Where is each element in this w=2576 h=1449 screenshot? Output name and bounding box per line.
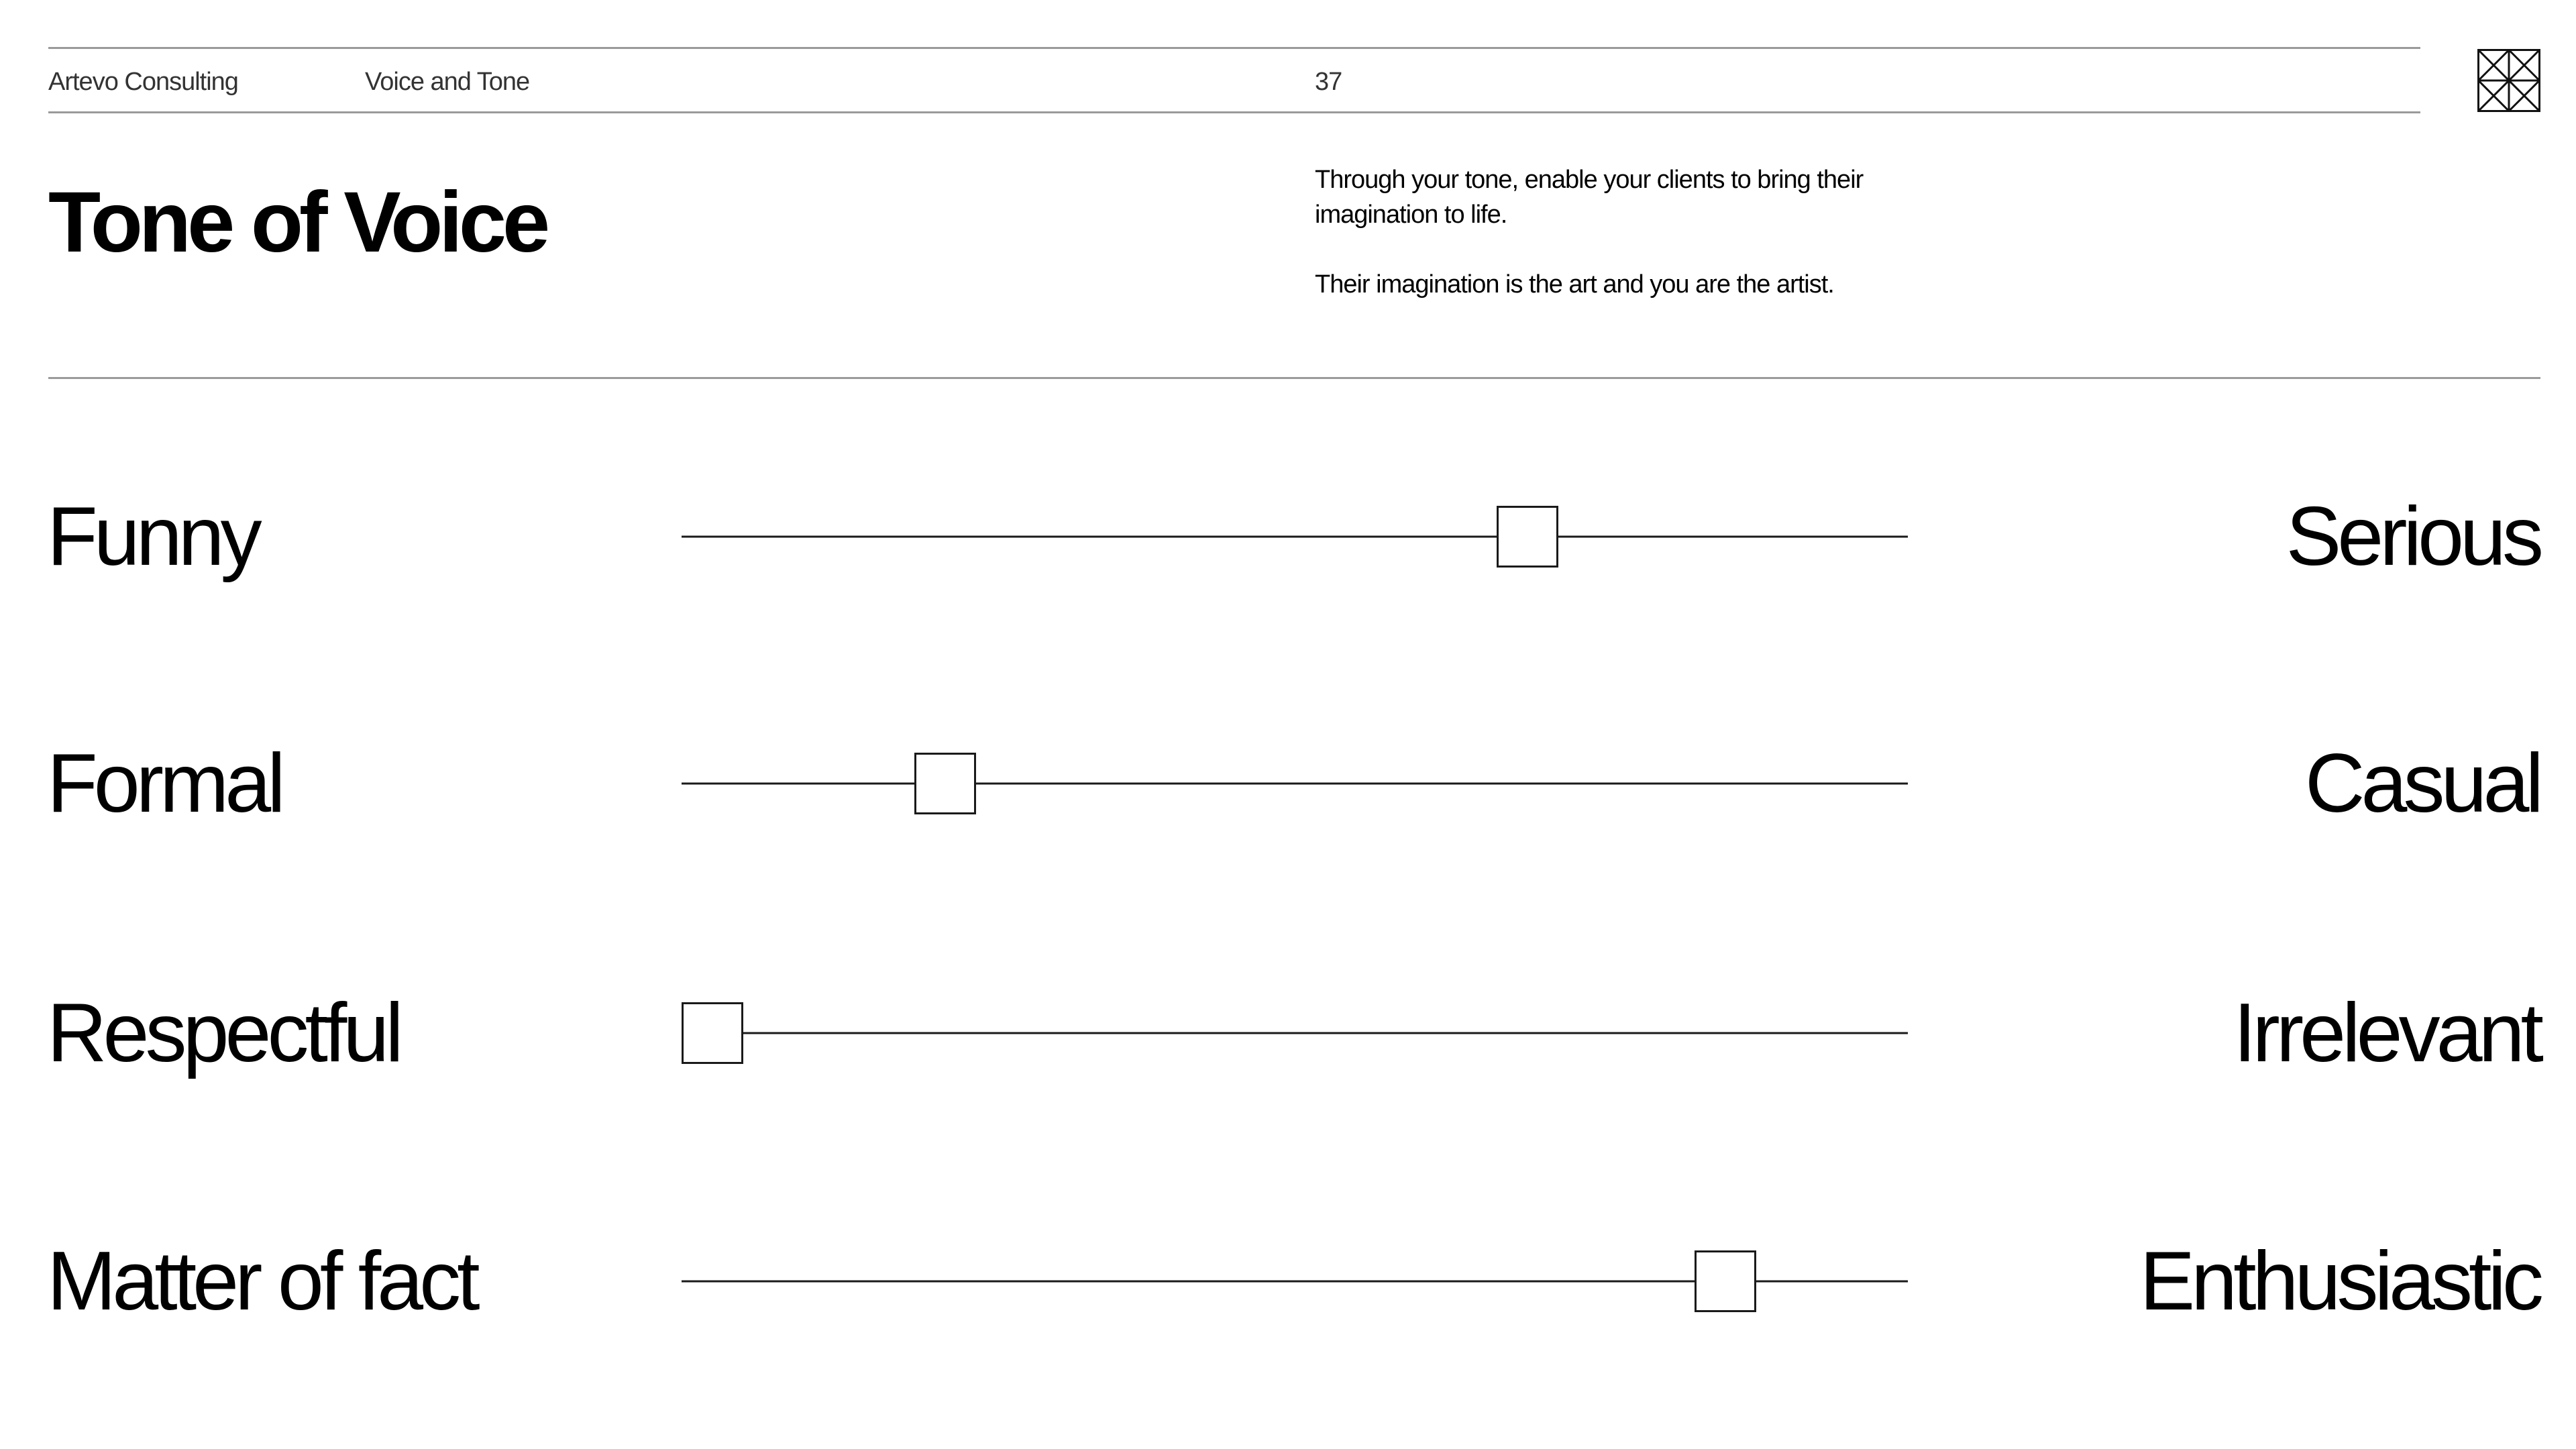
scale-left-label: Funny [47, 490, 258, 583]
scale-track[interactable] [682, 536, 1908, 538]
header-top-rule [48, 47, 2420, 49]
header-bottom-rule [48, 111, 2420, 113]
scale-left-label: Matter of fact [47, 1235, 476, 1328]
scale-right-label: Irrelevant [2233, 987, 2540, 1079]
scale-right-label: Enthusiastic [2139, 1235, 2540, 1328]
page-number: 37 [1315, 68, 1342, 96]
intro-paragraph: Their imagination is the art and you are the artist. [1315, 270, 1834, 299]
scale-right-label: Serious [2286, 490, 2540, 583]
brand-name: Artevo Consulting [48, 68, 238, 96]
intro-text [1315, 162, 1919, 302]
scale-handle[interactable] [682, 1002, 743, 1064]
scale-track[interactable] [682, 783, 1908, 785]
scale-left-label: Respectful [47, 987, 400, 1079]
scale-left-label: Formal [47, 737, 282, 830]
scale-handle[interactable] [1695, 1250, 1756, 1312]
section-divider [48, 377, 2540, 379]
scale-track[interactable] [682, 1032, 1908, 1034]
section-name: Voice and Tone [365, 68, 530, 96]
page-title: Tone of Voice [48, 174, 547, 270]
square-grid-crossed-icon [2477, 49, 2540, 112]
intro-paragraph: Through your tone, enable your clients to bring their imagination to life. [1315, 166, 1864, 229]
scale-handle[interactable] [1497, 506, 1558, 568]
scale-right-label: Casual [2305, 737, 2540, 830]
scale-handle[interactable] [914, 753, 976, 814]
